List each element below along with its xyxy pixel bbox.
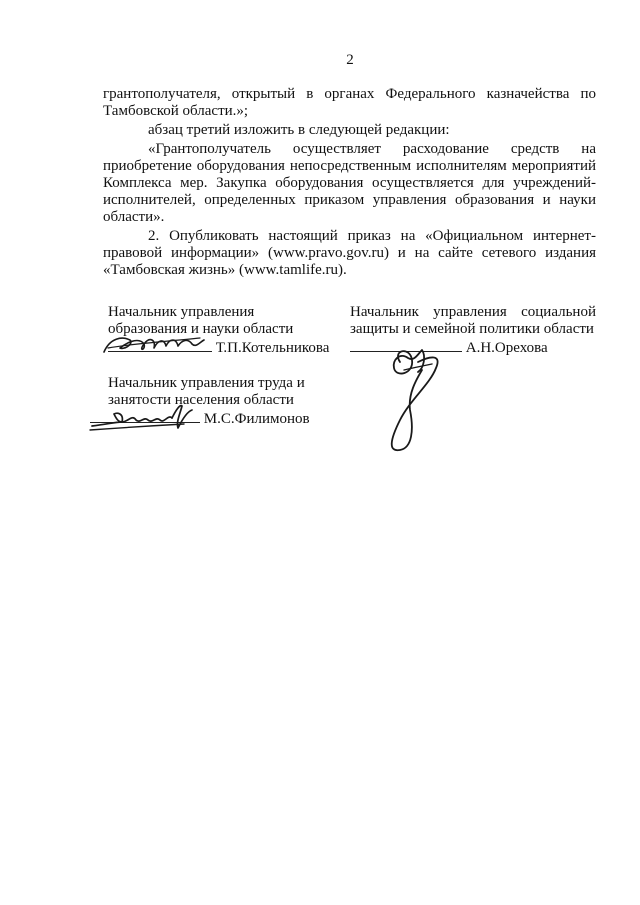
text-line: правовой информации» (www.pravo.gov.ru) и на сайте сетевого издания: [103, 245, 596, 261]
handwritten-signature-social: [370, 340, 450, 460]
text-line: Тамбовской области.»;: [103, 103, 249, 119]
signatory-name: Т.П.Котельникова: [215, 340, 330, 356]
text-line: области».: [103, 209, 165, 225]
text-line: 2. Опубликовать настоящий приказ на «Официальном интернет-: [148, 228, 596, 244]
signatory-title: образования и науки области: [108, 321, 294, 337]
signatory-title: Начальник управления труда и: [108, 375, 305, 391]
text-line: исполнителей, определенных приказом управления образования и науки: [103, 192, 596, 208]
signatory-title: Начальник управления социальной: [350, 304, 596, 320]
text-line: «Тамбовская жизнь» (www.tamlife.ru).: [103, 262, 347, 278]
signatory-title: занятости населения области: [108, 392, 294, 408]
paragraph-3: [103, 141, 596, 226]
text-line: «Грантополучатель осуществляет расходование средств на: [148, 141, 596, 157]
paragraph-4: [103, 228, 596, 279]
text-line: абзац третий изложить в следующей редакции:: [148, 122, 450, 138]
signatory-title: Начальник управления: [108, 304, 255, 320]
text-line: приобретение оборудования непосредственным исполнителям мероприятий: [103, 158, 596, 174]
signatory-title: защиты и семейной политики области: [350, 321, 594, 337]
page-number: 2: [346, 52, 354, 68]
handwritten-signature-labor: [88, 400, 208, 432]
text-line: Комплекса мер. Закупка оборудования осуществляется для учреждений-: [103, 175, 596, 191]
signatory-name: М.С.Филимонов: [203, 411, 310, 427]
text-line: грантополучателя, открытый в органах Федерального казначейства по: [103, 86, 596, 102]
handwritten-signature-education: [100, 330, 210, 360]
paragraph-1: [103, 86, 596, 120]
paragraph-2: [103, 122, 596, 139]
signatory-name: А.Н.Орехова: [465, 340, 548, 356]
